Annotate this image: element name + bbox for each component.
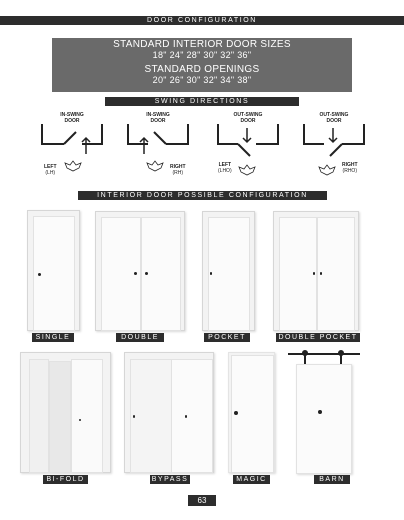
door-bypass	[124, 352, 214, 473]
swing-side-label: RIGHT (RH)	[170, 164, 186, 176]
swing-side-label: RIGHT (RHO)	[342, 162, 358, 174]
door-knob	[38, 273, 41, 276]
door-label-double: DOUBLE	[116, 333, 164, 342]
bypass-panel-front	[171, 359, 213, 473]
door-panel-right	[317, 217, 355, 331]
swing-diagram-out-right	[294, 112, 374, 190]
configurations-bar	[78, 191, 327, 200]
openings-values: 20" 26" 30" 32" 34" 38"	[152, 75, 252, 85]
door-label-bypass: BYPASS	[151, 476, 189, 483]
bypass-panel-back	[130, 359, 174, 473]
door-pull	[210, 272, 212, 275]
openings-heading: STANDARD OPENINGS	[144, 64, 260, 75]
door-pocket	[202, 211, 255, 331]
swing-diagram-in-left	[32, 112, 112, 190]
barn-track-rail	[288, 353, 360, 355]
swing-side-label: LEFT (LHO)	[218, 162, 232, 174]
swing-diagram-out-left	[208, 112, 288, 190]
page-title: DOOR CONFIGURATION	[147, 17, 257, 24]
door-single	[27, 210, 80, 331]
door-double-pocket	[273, 211, 359, 331]
door-pull	[185, 415, 187, 418]
configurations-title: INTERIOR DOOR POSSIBLE CONFIGURATION	[97, 192, 308, 199]
door-panel-left	[279, 217, 317, 331]
swing-diagram-in-right	[118, 112, 198, 190]
bi-fold-panel	[29, 359, 49, 473]
page-number: 63	[188, 495, 216, 506]
door-knob	[318, 410, 322, 414]
swing-plan-icon	[118, 112, 198, 190]
swing-plan-icon	[294, 112, 374, 190]
door-pull	[313, 272, 315, 275]
door-label-pocket: POCKET	[204, 333, 250, 342]
door-pull	[320, 272, 322, 275]
sizes-values: 18" 24" 28" 30" 32" 36"	[152, 50, 252, 60]
bi-fold-panel	[71, 359, 103, 473]
swing-type-label: IN-SWING DOOR	[60, 112, 84, 124]
swing-side-label: LEFT (LH)	[44, 164, 57, 176]
swing-type-label: IN-SWING DOOR	[146, 112, 170, 124]
door-barn	[288, 350, 360, 474]
door-double	[95, 211, 185, 331]
door-knob	[79, 419, 81, 421]
swing-type-label: OUT-SWING DOOR	[319, 112, 349, 124]
door-label-magic: MAGIC	[233, 475, 270, 484]
swing-type-label: OUT-SWING DOOR	[233, 112, 263, 124]
door-bi-fold	[20, 352, 111, 473]
door-panel	[208, 217, 250, 331]
door-label-barn: BARN	[314, 475, 350, 484]
door-label-bi-fold: BI-FOLD	[43, 475, 88, 484]
standard-sizes-box	[52, 38, 352, 92]
swing-plan-icon	[32, 112, 112, 190]
door-knob	[134, 272, 137, 275]
swing-directions-title: SWING DIRECTIONS	[154, 98, 250, 105]
page-header-bar	[0, 16, 404, 25]
bi-fold-panel	[49, 361, 71, 473]
swing-plan-icon	[208, 112, 288, 190]
door-label-double-pocket: DOUBLE POCKET	[276, 333, 360, 342]
door-label-single: SINGLE	[32, 333, 74, 342]
sizes-heading: STANDARD INTERIOR DOOR SIZES	[113, 39, 291, 50]
door-magic	[228, 352, 275, 473]
swing-directions-bar	[105, 97, 299, 106]
door-panel	[296, 364, 352, 474]
door-pull	[133, 415, 135, 418]
door-knob	[234, 411, 238, 415]
door-knob	[145, 272, 148, 275]
